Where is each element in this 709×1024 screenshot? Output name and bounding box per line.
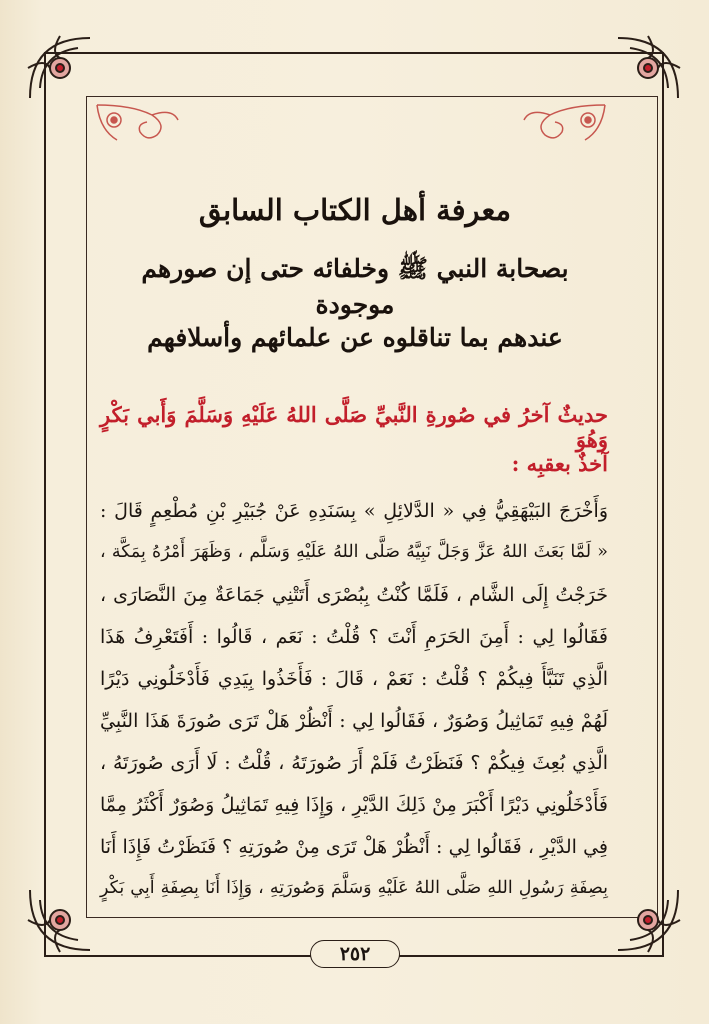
body-text-line: الَّذِي تَنَبَّأَ فِيكُمْ ؟ قُلْتُ : نَعَمْ ، قَالَ : فَأَخَذُوا بِيَدِي فَأَدْخَلُونِي دَيْرًا [100, 668, 608, 690]
chapter-title-line-1: معرفة أهل الكتاب السابق [198, 193, 512, 227]
body-text-line: فِي الدَّيْرِ ، فَقَالُوا لِي : أَنْظُرْ هَلْ تَرَى مِنْ صُورَتِهِ ؟ فَنَظَرْتُ فَإِذَا أَنَا [100, 836, 608, 858]
body-text-line: بِصِفَةِ رَسُولِ اللهِ صَلَّى اللهُ عَلَيْهِ وَسَلَّمَ وَصُورَتِهِ ، وَإِذَا أَنَا بِصِفَةِ أَبِي بَكْرٍ [100, 878, 608, 898]
hadith-heading-line-1: حديثٌ آخرُ في صُورةِ النَّبيِّ صَلَّى اللهُ عَلَيْهِ وَسَلَّمَ وَأَبي بَكْرٍ وَهُوَ [100, 402, 608, 452]
chapter-title-line-3: عندهم بما تناقلوه عن علمائهم وأسلافهم [147, 323, 563, 352]
floral-scroll-icon [92, 100, 182, 150]
corner-ornament-icon [20, 28, 100, 108]
floral-scroll-icon [520, 100, 610, 150]
page-number: ٢٥٢ [310, 940, 400, 968]
corner-ornament-icon [20, 880, 100, 960]
body-text-line: الَّذِي بُعِثَ فِيكُمْ ؟ فَنَظَرْتُ فَلَمْ أَرَ صُورَتَهُ ، قُلْتُ : لَا أَرَى صُورَتَهُ ، [100, 752, 608, 774]
body-text-line: فَقَالُوا لِي : أَمِنَ الحَرَمِ أَنْتَ ؟ قُلْتُ : نَعَم ، قَالُوا : أَفَتَعْرِفُ هَذَا [100, 626, 608, 648]
corner-ornament-icon [608, 880, 688, 960]
hadith-heading-line-2: آخذٌ بعقبِه : [511, 451, 608, 476]
body-text-line: « لَمَّا بَعَثَ اللهُ عَزَّ وَجَلَّ نَبِيَّهُ صَلَّى اللهُ عَلَيْهِ وَسَلَّم ، وَظَهَرَ أَمْرُهُ بِمَكَّة ، [100, 542, 608, 562]
body-text-line: خَرَجْتُ إِلَى الشَّام ، فَلَمَّا كُنْتُ بِبُصْرَى أَتَتْنِي جَمَاعَةٌ مِنَ النَّصَارَى ، [100, 584, 608, 606]
body-text-line: لَهُمْ فِيهِ تَمَاثِيلُ وَصُوَرٌ ، فَقَالُوا لِي : أَنْظُرْ هَلْ تَرَى صُورَةَ هَذَا النَّبِيِّ [100, 710, 608, 732]
body-text-line: وَأَخْرَجَ البَيْهَقِيُّ فِي « الدَّلائِلِ » بِسَنَدِهِ عَنْ جُبَيْرِ بْنِ مُطْعِمٍ قَالَ : [100, 500, 608, 522]
corner-ornament-icon [608, 28, 688, 108]
body-text-line: فَأَدْخَلُونِي دَيْرًا أَكْبَرَ مِنْ ذَلِكَ الدَّيْرِ ، وَإِذَا فِيهِ تَمَاثِيلُ وَصُوَرٌ أَكْثَرُ مِمَّا [100, 794, 608, 816]
chapter-title-line-2: بصحابة النبي ﷺ وخلفائه حتى إن صورهم موجودة [141, 254, 569, 319]
